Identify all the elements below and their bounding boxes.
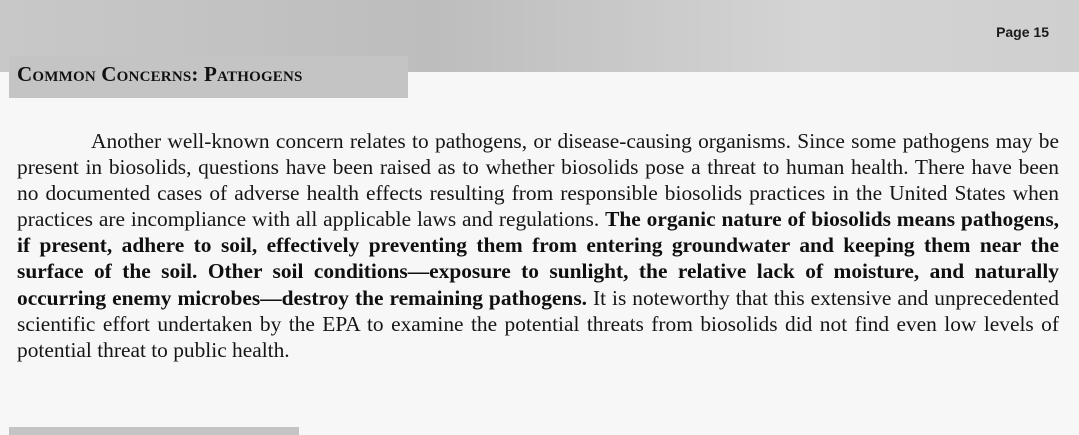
body-paragraph [17,128,1059,363]
footer-section-bar [9,427,299,435]
paragraph-intro-text: Another well-known concern relates to pathogens, or disease-causing organisms. Since some pathogens may be present in biosolids, questions have been raised as to whether biosolids pose a threat to human health. There have been no documented cases of adverse health effects resulting from responsible biosolids practices in the United States when practices are incompliance with all applicable laws and regulations. [17,129,1059,232]
page-number: Page 15 [996,24,1049,40]
paragraph-bold-text: The organic nature of biosolids means pathogens, if present, adhere to soil, effectively preventing them from entering groundwater and keeping them near the surface of the soil. Other soil conditions—exposure to sunlight, the relative lack of moisture, and naturally occurring enemy microbes—destroy the remaining pathogens. [17,207,1059,310]
section-title: Common Concerns: Pathogens [17,62,303,86]
paragraph-end-text: It is noteworthy that this extensive and unprecedented scientific effort undertaken by the EPA to examine the potential threats from biosolids did not find even low levels of potential threat to public health. [17,285,1059,362]
